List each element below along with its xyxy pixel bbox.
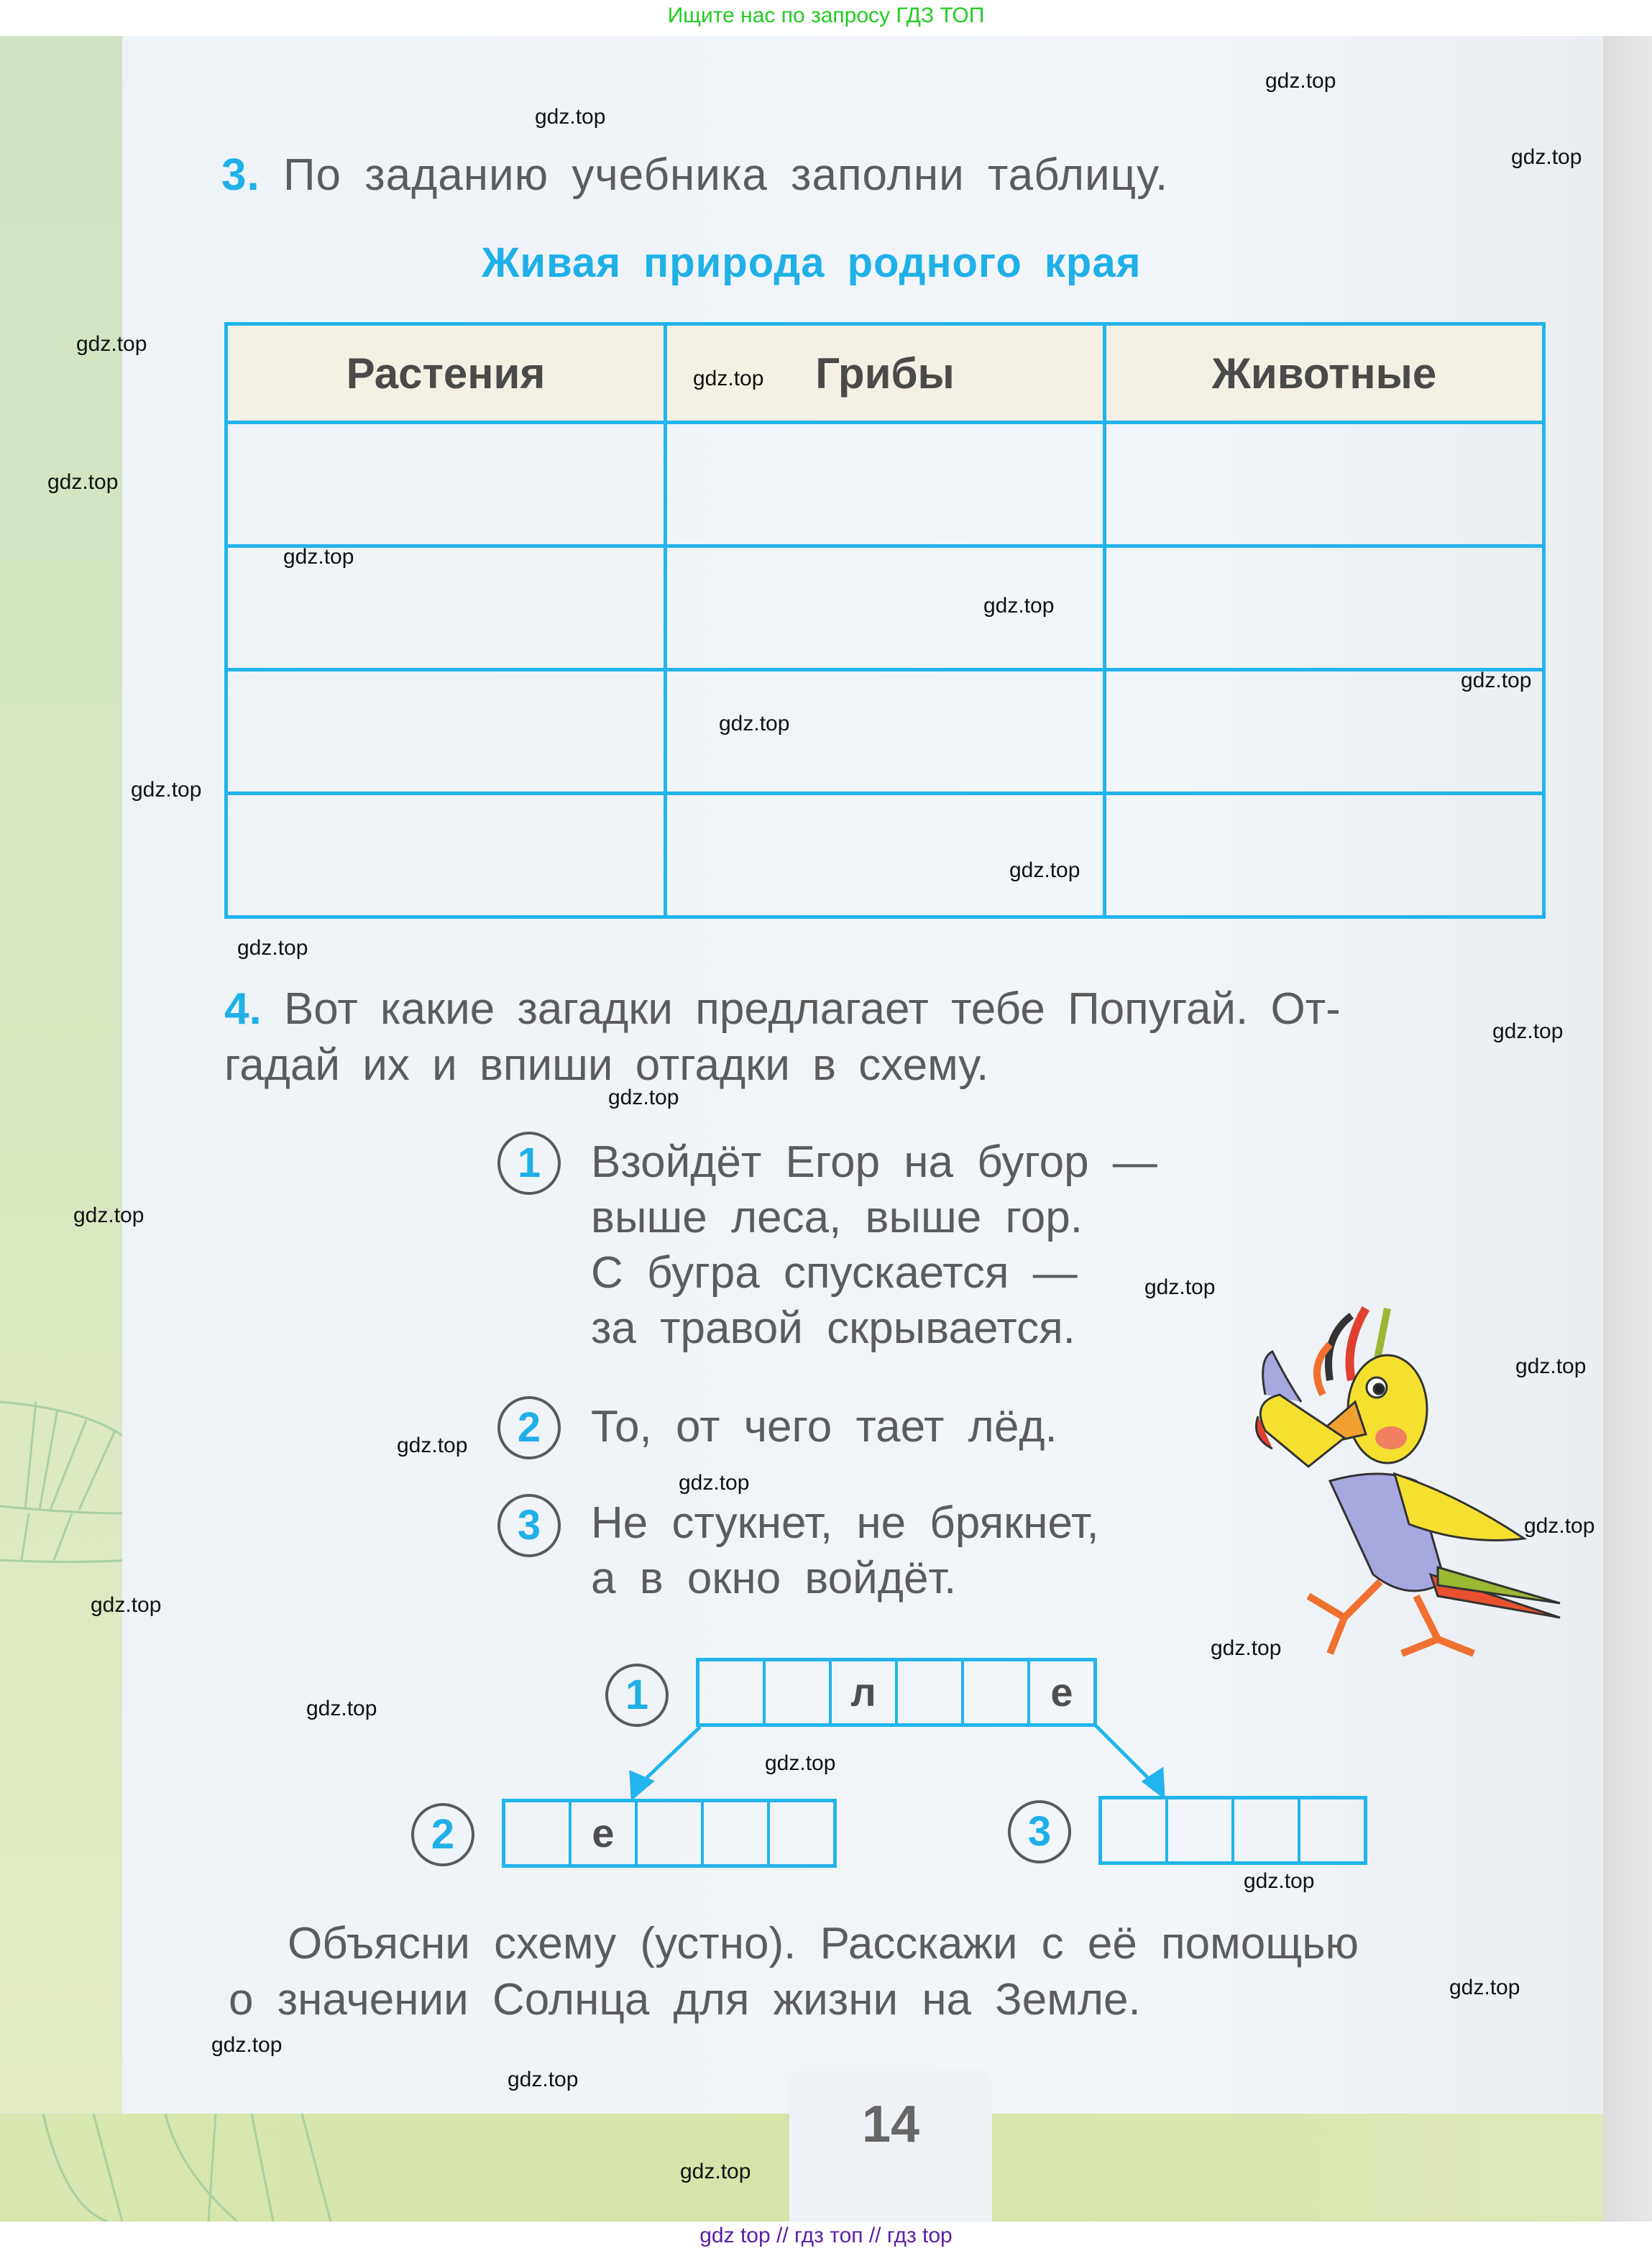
task-4-instruction-line-1: Вот какие загадки предлагает тебе Попугай. От- <box>283 984 1341 1034</box>
task-3-heading <box>221 150 1168 201</box>
watermark: gdz.top <box>1211 1636 1282 1660</box>
letter-box[interactable]: е <box>572 1802 638 1864</box>
riddle-1-line-3: С бугра спускается — <box>591 1248 1078 1298</box>
letter-box[interactable] <box>1300 1799 1364 1861</box>
riddle-3-number: 3 <box>497 1494 561 1557</box>
watermark: gdz.top <box>1449 1976 1520 1999</box>
top-banner: Ищите нас по запросу ГДЗ ТОП <box>0 0 1652 36</box>
watermark: gdz.top <box>283 545 354 569</box>
letter-box[interactable]: л <box>832 1661 898 1723</box>
table-row <box>226 794 1544 917</box>
page-edge-shadow <box>1603 36 1652 2221</box>
watermark: gdz.top <box>1524 1514 1595 1538</box>
task-4-heading <box>224 981 1564 1093</box>
riddle-1 <box>591 1134 1157 1356</box>
final-line-1: Объясни схему (устно). Расскажи с её помощью <box>288 1919 1359 1968</box>
scheme-word-2-number: 2 <box>411 1803 474 1866</box>
watermark: gdz.top <box>131 778 202 802</box>
final-instruction <box>229 1916 1359 2028</box>
letter-box[interactable] <box>1234 1799 1300 1861</box>
riddle-2 <box>591 1399 1057 1454</box>
watermark: gdz.top <box>73 1203 144 1227</box>
riddle-2-line-1: То, от чего тает лёд. <box>591 1402 1057 1452</box>
watermark: gdz.top <box>1511 145 1582 169</box>
letter-box[interactable] <box>699 1661 766 1723</box>
table-header-row <box>226 324 1544 423</box>
parrot-illustration-icon <box>1222 1294 1567 1668</box>
letter-box[interactable] <box>964 1661 1030 1723</box>
header-animals: Животные <box>1105 324 1544 423</box>
riddle-3-line-2: а в окно войдёт. <box>591 1554 957 1603</box>
scheme-word-1-boxes <box>696 1658 1097 1727</box>
scheme-word-1-number: 1 <box>605 1664 669 1727</box>
letter-box[interactable] <box>505 1802 572 1864</box>
table-cell[interactable] <box>666 794 1105 917</box>
scheme-word-3-number: 3 <box>1008 1800 1071 1863</box>
watermark: gdz.top <box>1461 669 1532 692</box>
watermark: gdz.top <box>1492 1019 1564 1043</box>
task-4-instruction-line-2: гадай их и впиши отгадки в схему. <box>224 1040 989 1090</box>
watermark: gdz.top <box>1244 1869 1315 1893</box>
watermark: gdz.top <box>1265 69 1336 93</box>
leaf-decoration-icon <box>0 1222 122 1654</box>
task-3-number: 3. <box>221 150 260 200</box>
footer-links[interactable]: gdz top // гдз топ // гдз top <box>0 2221 1652 2256</box>
letter-box[interactable] <box>704 1802 770 1864</box>
watermark: gdz.top <box>680 2160 751 2183</box>
letter-box[interactable]: е <box>1050 1669 1073 1715</box>
task-3-instruction: По заданию учебника заполни таблицу. <box>283 150 1169 200</box>
letter-box[interactable] <box>770 1802 833 1864</box>
riddle-3-line-1: Не стукнет, не брякнет, <box>591 1498 1099 1548</box>
header-fungi: Грибы <box>666 324 1105 423</box>
final-line-2: о значении Солнца для жизни на Земле. <box>229 1975 1141 2025</box>
watermark: gdz.top <box>47 470 119 494</box>
riddle-3 <box>591 1495 1099 1606</box>
watermark: gdz.top <box>693 367 764 390</box>
table-cell[interactable] <box>666 423 1105 546</box>
header-plants: Растения <box>226 324 666 423</box>
page-number: 14 <box>789 2071 992 2221</box>
letter-box[interactable] <box>1168 1799 1234 1861</box>
table-cell[interactable] <box>1105 423 1544 546</box>
watermark: gdz.top <box>397 1434 468 1457</box>
watermark: gdz.top <box>91 1593 162 1617</box>
watermark: gdz.top <box>535 105 606 129</box>
table-cell[interactable] <box>226 670 666 794</box>
watermark: gdz.top <box>608 1086 679 1109</box>
watermark: gdz.top <box>211 2033 283 2057</box>
watermark: gdz.top <box>237 936 308 960</box>
riddle-1-line-4: за травой скрывается. <box>591 1303 1075 1353</box>
table-cell[interactable] <box>226 794 666 917</box>
letter-box[interactable] <box>638 1802 704 1864</box>
letter-box[interactable] <box>766 1661 832 1723</box>
table-row <box>226 670 1544 794</box>
riddle-1-line-2: выше леса, выше гор. <box>591 1193 1083 1242</box>
riddle-1-line-1: Взойдёт Егор на бугор — <box>591 1137 1157 1187</box>
watermark: gdz.top <box>719 712 790 735</box>
task-4-number: 4. <box>224 984 262 1034</box>
watermark: gdz.top <box>983 594 1055 618</box>
watermark: gdz.top <box>1144 1275 1216 1299</box>
watermark: gdz.top <box>1515 1354 1587 1378</box>
table-row <box>226 546 1544 670</box>
watermark: gdz.top <box>765 1751 836 1775</box>
watermark: gdz.top <box>508 2068 579 2091</box>
leaf-decoration-icon <box>0 2114 374 2221</box>
watermark: gdz.top <box>306 1697 377 1720</box>
watermark: gdz.top <box>679 1471 750 1495</box>
scheme-word-3-boxes <box>1098 1796 1367 1865</box>
table-title: Живая природа родного края <box>482 239 1142 286</box>
table-cell[interactable] <box>226 423 666 546</box>
table-row <box>226 423 1544 546</box>
nature-table <box>224 322 1546 919</box>
table-cell[interactable] <box>1105 794 1544 917</box>
riddle-2-number: 2 <box>497 1396 561 1459</box>
watermark: gdz.top <box>1009 858 1080 882</box>
scheme-word-2-boxes <box>502 1799 837 1868</box>
riddle-1-number: 1 <box>497 1132 561 1195</box>
letter-box[interactable] <box>1102 1799 1168 1861</box>
letter-box[interactable] <box>898 1661 964 1723</box>
watermark: gdz.top <box>76 332 147 356</box>
table-cell[interactable] <box>1105 546 1544 670</box>
